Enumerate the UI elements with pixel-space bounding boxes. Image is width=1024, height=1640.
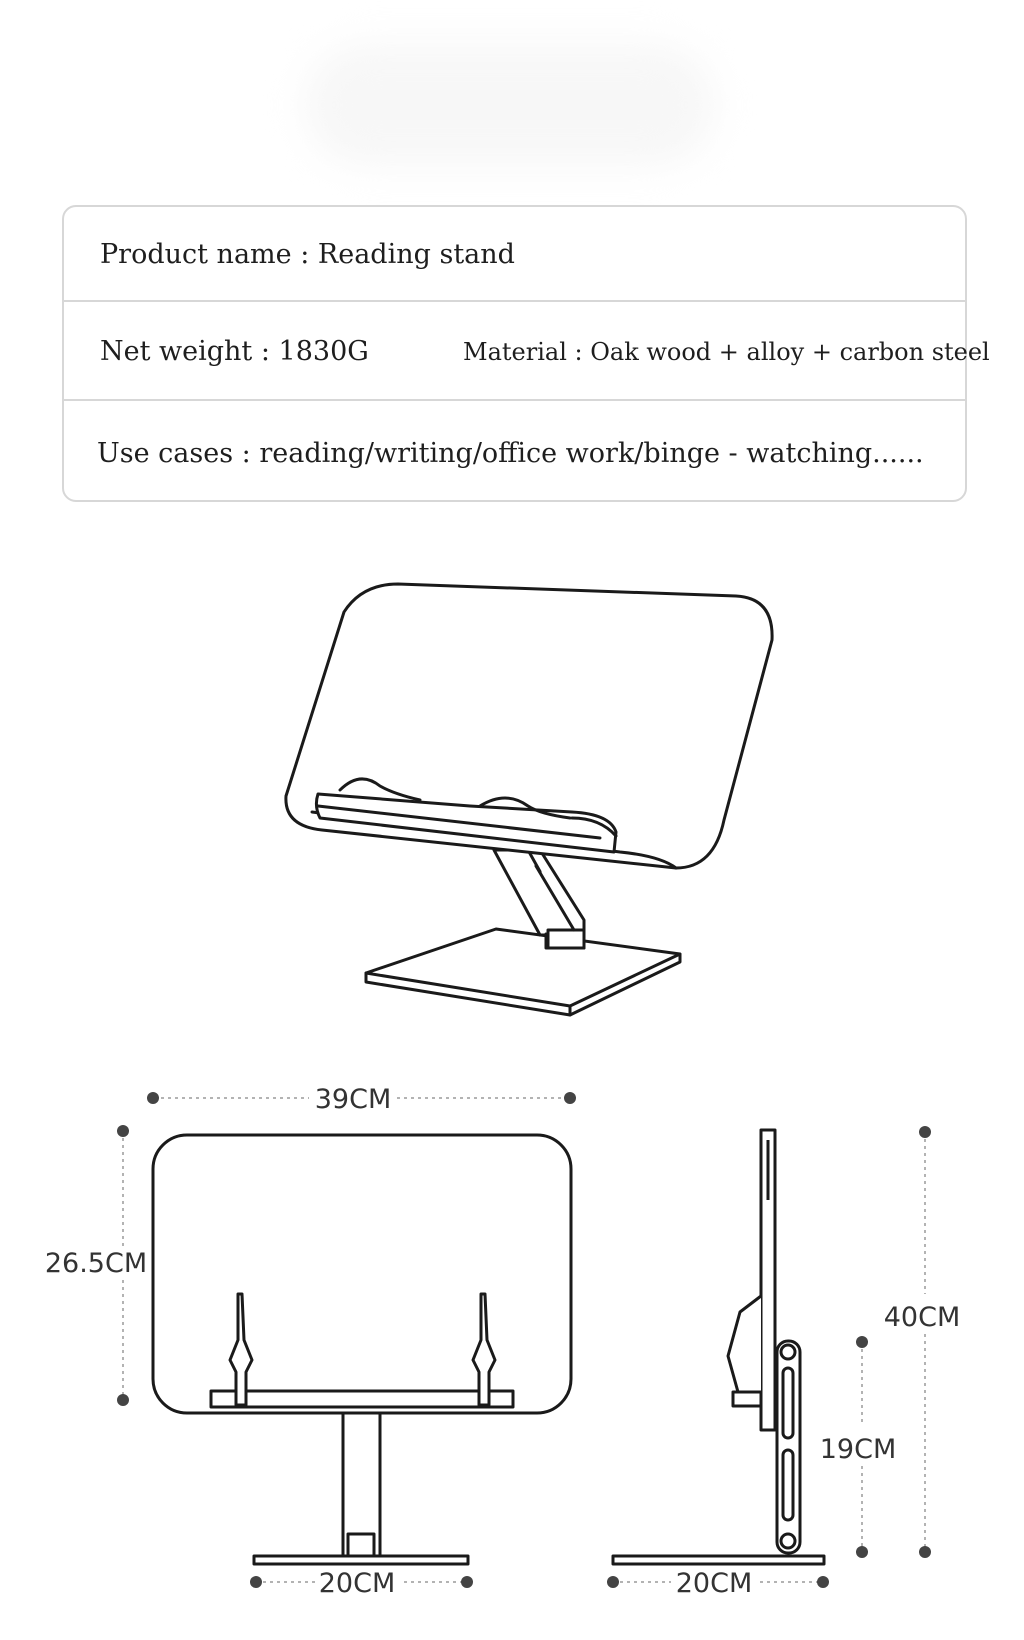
dimension-stand-height-label: 19CM [819,1434,897,1465]
isometric-stand-illustration [286,584,772,1015]
net-weight-text: Net weight : 1830G [100,336,369,367]
dimension-base-side-label: 20CM [675,1568,753,1599]
use-cases-text: Use cases : reading/writing/office work/binge - watching...... [97,438,924,469]
dimension-total-height-label: 40CM [883,1302,961,1333]
front-view-diagram [153,1135,571,1564]
side-view-diagram [613,1130,824,1564]
dimension-width-label: 39CM [314,1084,392,1115]
dimension-base-front-label: 20CM [318,1568,396,1599]
material-text: Material : Oak wood + alloy + carbon steel [463,338,990,366]
dimension-height-label: 26.5CM [44,1248,148,1279]
product-name-text: Product name : Reading stand [100,239,515,270]
